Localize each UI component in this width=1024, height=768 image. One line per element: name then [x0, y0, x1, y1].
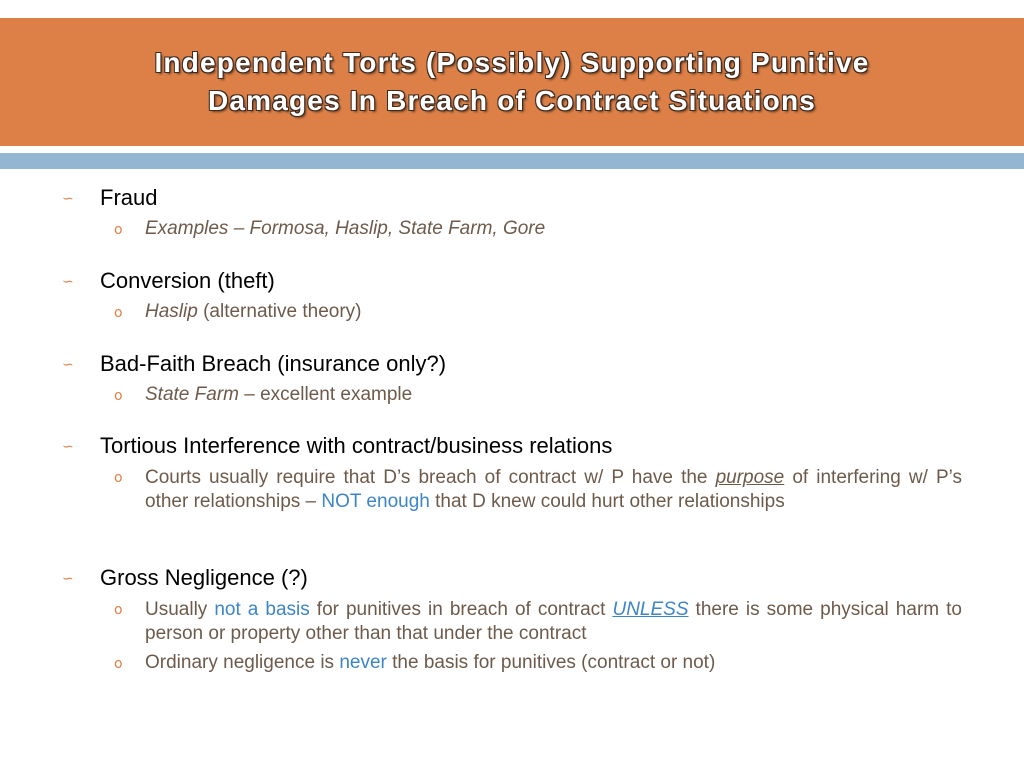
list-item-detail: State Farm – excellent example	[145, 384, 413, 405]
sub-bullet-icon: o	[114, 470, 123, 486]
title-line-1: Independent Torts (Possibly) Supporting Punitive	[154, 47, 870, 78]
bullet-icon: ∽	[62, 439, 74, 455]
sub-bullet-icon: o	[114, 388, 123, 404]
list-item-heading: Conversion (theft)	[100, 268, 275, 293]
sub-bullet-icon: o	[114, 656, 123, 672]
bullet-icon: ∽	[62, 571, 74, 587]
title-line-2: Damages In Breach of Contract Situations	[207, 85, 817, 116]
list-item-heading: Tortious Interference with contract/business relations	[100, 433, 613, 458]
sub-bullet-icon: o	[114, 602, 123, 618]
list-item-heading: Gross Negligence (?)	[100, 565, 308, 590]
list-item-detail: Haslip (alternative theory)	[145, 301, 362, 322]
list-item-detail: Examples – Formosa, Haslip, State Farm, Gore	[145, 218, 546, 239]
list-item-heading: Bad-Faith Breach (insurance only?)	[100, 351, 447, 376]
sub-bullet-icon: o	[114, 222, 123, 238]
bullet-icon: ∽	[62, 357, 74, 373]
list-item-heading: Fraud	[100, 185, 158, 210]
bullet-icon: ∽	[62, 191, 74, 207]
list-item-detail: Usually not a basis for punitives in breach of contract UNLESS there is some physical harm to person or property other than that under the contract	[145, 599, 962, 644]
list-item-detail: Courts usually require that D’s breach of contract w/ P have the purpose of interfering w/ P’s other relationships – NOT enough that D knew could hurt other relationships	[145, 467, 962, 512]
list-item-detail: Ordinary negligence is never the basis for punitives (contract or not)	[145, 652, 716, 673]
sub-bullet-icon: o	[114, 305, 123, 321]
bullet-icon: ∽	[62, 274, 74, 290]
